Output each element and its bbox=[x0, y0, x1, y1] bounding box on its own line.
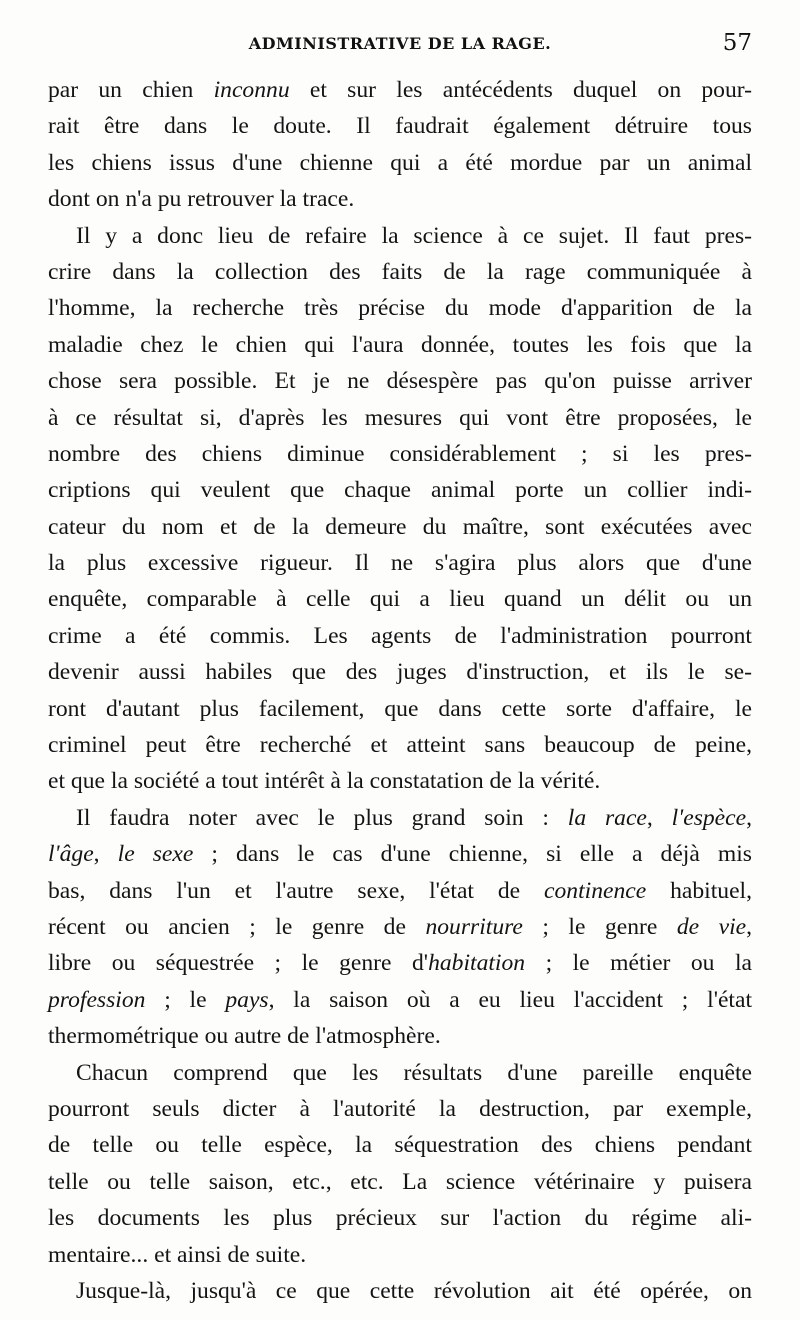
text-line: thermométrique ou autre de l'atmosphère. bbox=[48, 1023, 441, 1050]
text-line: rait être dans le doute. Il faudrait également détruire tous bbox=[48, 113, 752, 140]
text-line: telle ou telle saison, etc., etc. La science vétérinaire y puisera bbox=[48, 1168, 752, 1195]
paragraph-5 bbox=[48, 1273, 752, 1309]
text-line: Il faudra noter avec le plus grand soin : la race, l'espèce, bbox=[76, 804, 752, 831]
running-head-title: ADMINISTRATIVE DE LA RAGE. bbox=[248, 34, 552, 53]
text-line: mentaire... et ainsi de suite. bbox=[48, 1241, 307, 1268]
text-line: profession ; le pays, la saison où a eu lieu l'accident ; l'état bbox=[48, 986, 752, 1013]
text-line: à ce résultat si, d'après les mesures qui vont être proposées, le bbox=[48, 404, 752, 431]
text-line: la plus excessive rigueur. Il ne s'agira plus alors que d'une bbox=[48, 550, 752, 577]
text-line: libre ou séquestrée ; le genre d'habitation ; le métier ou la bbox=[48, 950, 752, 977]
text-line: nombre des chiens diminue considérablement ; si les pres- bbox=[48, 440, 752, 467]
text-line: l'homme, la recherche très précise du mode d'apparition de la bbox=[48, 295, 752, 322]
text-line: cateur du nom et de la demeure du maître, sont exécutées avec bbox=[48, 513, 752, 540]
text-line: récent ou ancien ; le genre de nourriture ; le genre de vie, bbox=[48, 913, 753, 940]
paragraph-1 bbox=[48, 72, 752, 218]
text-line: chose sera possible. Et je ne désespère pas qu'on puisse arriver bbox=[48, 368, 752, 395]
text-line: maladie chez le chien qui l'aura donnée, toutes les fois que la bbox=[48, 331, 752, 358]
running-head bbox=[48, 30, 752, 64]
text-line: ront d'autant plus facilement, que dans cette sorte d'affaire, le bbox=[48, 695, 752, 722]
text-line: criptions qui veulent que chaque animal porte un collier indi- bbox=[48, 477, 752, 504]
text-line: par un chien inconnu et sur les antécédents duquel on pour- bbox=[48, 77, 753, 103]
paragraph-3 bbox=[48, 800, 752, 1055]
text-line: pourront seuls dicter à l'autorité la destruction, par exemple, bbox=[48, 1095, 752, 1122]
text-line: enquête, comparable à celle qui a lieu quand un délit ou un bbox=[48, 586, 752, 613]
text-line: crime a été commis. Les agents de l'administration pourront bbox=[48, 622, 752, 649]
paragraph-4 bbox=[48, 1055, 752, 1273]
text-line: Il y a donc lieu de refaire la science à ce sujet. Il faut pres- bbox=[76, 222, 752, 249]
page-number: 57 bbox=[722, 30, 752, 56]
text-line: Chacun comprend que les résultats d'une pareille enquête bbox=[76, 1059, 752, 1086]
body-text bbox=[48, 72, 752, 1309]
paragraph-2 bbox=[48, 218, 752, 800]
text-line: crire dans la collection des faits de la rage communiquée à bbox=[48, 258, 752, 285]
text-line: les documents les plus précieux sur l'action du régime ali- bbox=[48, 1205, 752, 1232]
text-line: bas, dans l'un et l'autre sexe, l'état de continence habituel, bbox=[48, 877, 753, 904]
text-line: les chiens issus d'une chienne qui a été mordue par un animal bbox=[48, 149, 752, 176]
text-line: de telle ou telle espèce, la séquestration des chiens pendant bbox=[48, 1132, 752, 1159]
text-line: criminel peut être recherché et atteint sans beaucoup de peine, bbox=[48, 732, 752, 759]
text-line: et que la société a tout intérêt à la constatation de la vérité. bbox=[48, 768, 601, 795]
text-line: dont on n'a pu retrouver la trace. bbox=[48, 186, 355, 213]
text-line: l'âge, le sexe ; dans le cas d'une chienne, si elle a déjà mis bbox=[48, 841, 752, 868]
text-line: Jusque-là, jusqu'à ce que cette révolution ait été opérée, on bbox=[76, 1277, 752, 1304]
text-line: devenir aussi habiles que des juges d'instruction, et ils le se- bbox=[48, 659, 752, 686]
